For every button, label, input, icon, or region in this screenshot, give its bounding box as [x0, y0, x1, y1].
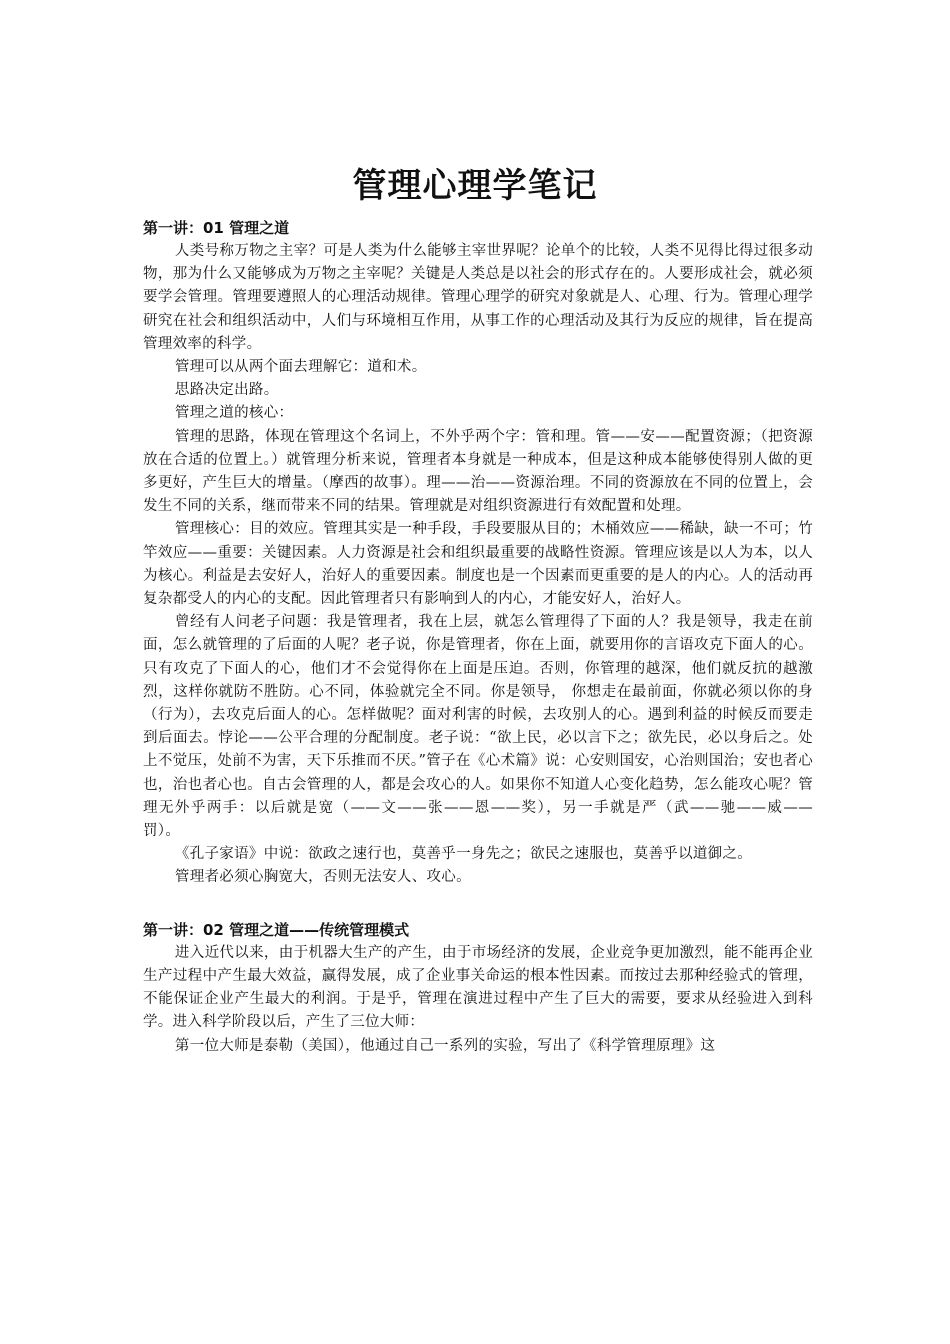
paragraph: 管理核心：目的效应。管理其实是一种手段，手段要服从目的；木桶效应——稀缺，缺一不可；竹竿效应——重要：关键因素。人力资源是社会和组织最重要的战略性资源。管理应该是以人为本，以人为核心。利益是去安好人，治好人的重要因素。制度也是一个因素而更重要的是人的内心。人的活动再复杂都受人的内心的支配。因此管理者只有影响到人的内心，才能安好人，治好人。: [143, 521, 813, 608]
paragraph: 人类号称万物之主宰？可是人类为什么能够主宰世界呢？论单个的比较，人类不见得比得过很多动物，那为什么又能够成为万物之主宰呢？关键是人类总是以社会的形式存在的。人要形成社会，就必须要学会管理。管理要遵照人的心理活动规律。管理心理学的研究对象就是人、心理、行为。管理心理学研究在社会和组织活动中，人们与环境相互作用，从事工作的心理活动及其行为反应的规律，旨在提高管理效率的科学。: [143, 243, 813, 352]
document-body: [143, 216, 813, 1058]
paragraph: 管理之道的核心：: [174, 405, 294, 422]
paragraph: 管理的思路，体现在管理这个名词上，不外乎两个字：管和理。管——安——配置资源；（把资源放在合适的位置上。）就管理分析来说，管理者本身就是一种成本，但是这种成本能够使得别人做的更多更好，产生巨大的增量。（摩西的故事）。理——治——资源治理。不同的资源放在不同的位置上，会发生不同的关系，继而带来不同的结果。管理就是对组织资源进行有效配置和处理。: [143, 428, 813, 515]
paragraph: 进入近代以来，由于机器大生产的产生，由于市场经济的发展，企业竞争更加激烈，能不能再企业生产过程中产生最大效益，赢得发展，成了企业事关命运的根本性因素。而按过去那种经验式的管理，不能保证企业产生最大的利润。于是乎，管理在演进过程中产生了巨大的需要，要求从经验进入到科学。进入科学阶段以后，产生了三位大师：: [143, 944, 813, 1031]
document-title: 管理心理学笔记: [352, 166, 598, 206]
paragraph: 思路决定出路。: [174, 382, 279, 399]
paragraph: 《孔子家语》中说：欲政之速行也，莫善乎一身先之；欲民之速服也，莫善乎以道御之。: [174, 846, 753, 863]
section-spacer: [143, 890, 813, 918]
paragraph: 管理可以从两个面去理解它：道和术。: [174, 359, 427, 376]
paragraph: 第一位大师是泰勒（美国），他通过自己一系列的实验，写出了《科学管理原理》这: [174, 1037, 716, 1054]
section-heading: 第一讲：01 管理之道: [143, 219, 290, 237]
section-heading: 第一讲：02 管理之道——传统管理模式: [143, 920, 410, 939]
paragraph: 曾经有人问老子问题：我是管理者，我在上层，就怎么管理得了下面的人？我是领导，我走在前面，怎么就管理的了后面的人呢？老子说，你是管理者，你在上面，就要用你的言语攻克下面人的心。只有攻克了下面人的心，他们才不会觉得你在上面是压迫。否则，你管理的越深，他们就反抗的越激烈，这样你就防不胜防。心不同，体验就完全不同。你是领导， 你想走在最前面，你就必须以你的身（行为），去攻克后面人的心。怎样做呢？面对利害的时候，去攻别人的心。遇到利益的时候反而要走到后面去。悖论——公平合理的分配制度。老子说：“欲上民，必以言下之；欲先民，必以身后之。处上不觉压，处前不为害，天下乐推而不厌。”管子在《心术篇》说：心安则国安，心治则国治；安也者心也，治也者心也。自古会管理的人，都是会攻心的人。如果你不知道人心变化趋势，怎么能攻心呢？管理无外乎两手：以后就是宽（——文——张——恩——奖），另一手就是严（武——驰——威—— 罚）。: [143, 614, 813, 840]
paragraph: 管理者必须心胸宽大，否则无法安人、攻心。: [174, 869, 471, 886]
